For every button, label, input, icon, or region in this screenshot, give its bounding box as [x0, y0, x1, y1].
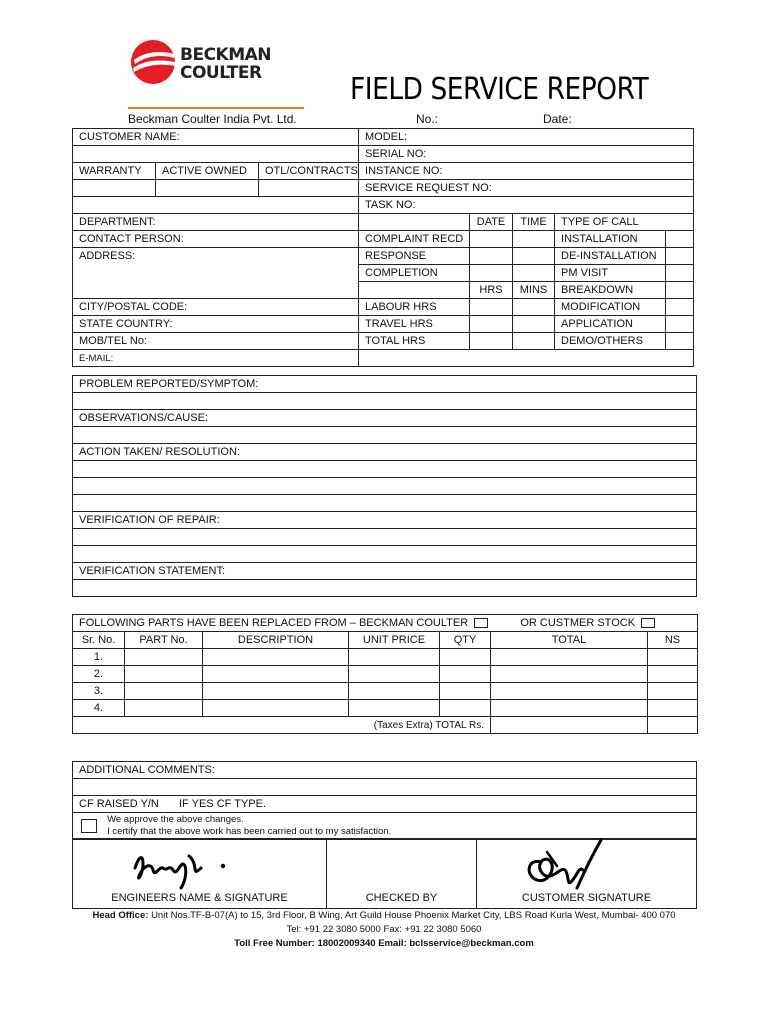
checked-by-box[interactable] [327, 840, 477, 908]
date-column-header: DATE [470, 214, 513, 231]
service-email[interactable]: bclsservice@beckman.com [409, 938, 534, 949]
column-header-unit-price: UNIT PRICE [349, 632, 440, 649]
part-no-cell[interactable] [125, 683, 203, 700]
qty-cell[interactable] [440, 700, 491, 717]
additional-comments-line[interactable] [73, 779, 697, 796]
cf-type-label: IF YES CF TYPE. [179, 798, 267, 810]
customer-stock-checkbox[interactable] [641, 618, 655, 628]
grand-total-ns-cell[interactable] [648, 717, 698, 734]
table-row [73, 666, 698, 683]
logo-wordmark [180, 46, 271, 82]
model-field[interactable]: MODEL: [359, 129, 694, 146]
table-row [73, 700, 698, 717]
instance-no-field[interactable]: INSTANCE NO: [359, 163, 694, 180]
verification-repair-line-2[interactable] [73, 546, 697, 563]
total-cell[interactable] [491, 683, 648, 700]
email-label: Email: [378, 938, 407, 949]
installation-checkbox[interactable] [666, 231, 694, 248]
row-serial: 3. [73, 683, 125, 700]
toll-free-line [0, 938, 768, 949]
brand-divider [128, 107, 304, 109]
travel-hrs-label: TRAVEL HRS [359, 316, 470, 333]
city-postal-field[interactable]: CITY/POSTAL CODE: [73, 299, 359, 316]
installation-label: INSTALLATION [555, 231, 666, 248]
customer-signature-mark [517, 836, 617, 894]
ns-cell[interactable] [648, 683, 698, 700]
head-office-text: Unit Nos.TF-B-07(A) to 15, 3rd Floor, B Wing, Art Guild House Phoenix Market City, LBS Road Kurla West, Mumbai- 400 070 [151, 910, 676, 921]
logo-emblem-icon [130, 38, 180, 88]
report-number-label: No.: [416, 112, 439, 126]
action-taken-line-3[interactable] [73, 495, 697, 512]
parts-heading: FOLLOWING PARTS HAVE BEEN REPLACED FROM – BECKMAN COULTER [79, 617, 469, 629]
column-header-ns: NS [648, 632, 698, 649]
verification-repair-line-1[interactable] [73, 529, 697, 546]
parts-table [72, 614, 698, 734]
pm-visit-checkbox[interactable] [666, 265, 694, 282]
blank-cell [359, 214, 470, 231]
signature-section [72, 839, 697, 909]
customer-signature-label: CUSTOMER SIGNATURE [521, 892, 652, 904]
grand-total-cell[interactable] [491, 717, 648, 734]
total-cell[interactable] [491, 666, 648, 683]
blank-row[interactable] [73, 197, 359, 214]
action-taken-label[interactable]: ACTION TAKEN/ RESOLUTION: [73, 444, 697, 461]
total-cell[interactable] [491, 700, 648, 717]
verification-repair-label[interactable]: VERIFICATION OF REPAIR: [73, 512, 697, 529]
ns-cell[interactable] [648, 666, 698, 683]
total-rs-label: (Taxes Extra) TOTAL Rs. [73, 717, 491, 734]
page-title: FIELD SERVICE REPORT [350, 72, 649, 107]
state-country-field[interactable]: STATE COUNTRY: [73, 316, 359, 333]
phone-fax: Tel: +91 22 3080 5000 Fax: +91 22 3080 5060 [286, 924, 482, 935]
response-label: RESPONSE [359, 248, 470, 265]
complaint-recd-time[interactable] [513, 231, 555, 248]
approval-checkbox[interactable] [81, 819, 97, 833]
problem-reported-line[interactable] [73, 393, 697, 410]
demo-others-label: DEMO/OTHERS [555, 333, 666, 350]
table-row [73, 683, 698, 700]
warranty-option[interactable]: WARRANTY [73, 163, 156, 180]
modification-checkbox[interactable] [666, 299, 694, 316]
breakdown-label: BREAKDOWN [555, 282, 666, 299]
complaint-recd-label: COMPLAINT RECD [359, 231, 470, 248]
company-name: Beckman Coulter India Pvt. Ltd. [128, 112, 297, 126]
complaint-recd-date[interactable] [470, 231, 513, 248]
response-time[interactable] [513, 248, 555, 265]
beckman-coulter-checkbox[interactable] [474, 618, 488, 628]
labour-hrs-label: LABOUR HRS [359, 299, 470, 316]
application-checkbox[interactable] [666, 316, 694, 333]
observations-line[interactable] [73, 427, 697, 444]
type-of-call-header: TYPE OF CALL [555, 214, 694, 231]
response-date[interactable] [470, 248, 513, 265]
otl-contracts-value[interactable] [259, 180, 359, 197]
toll-free-label: Toll Free Number: [234, 938, 315, 949]
part-no-cell[interactable] [125, 700, 203, 717]
ns-cell[interactable] [648, 649, 698, 666]
problem-reported-label[interactable]: PROBLEM REPORTED/SYMPTOM: [73, 376, 697, 393]
service-request-no-field[interactable]: SERVICE REQUEST NO: [359, 180, 694, 197]
qty-cell[interactable] [440, 683, 491, 700]
customer-name-field[interactable]: CUSTOMER NAME: [73, 129, 359, 146]
checked-by-label: CHECKED BY [365, 892, 438, 904]
logo-line-1: BECKMAN [180, 45, 272, 65]
row-serial: 2. [73, 666, 125, 683]
description-cell[interactable] [203, 666, 349, 683]
total-hrs-value[interactable] [470, 333, 513, 350]
column-header-description: DESCRIPTION [203, 632, 349, 649]
description-cell[interactable] [203, 683, 349, 700]
email-field[interactable]: E-MAIL: [73, 350, 359, 367]
certify-work-text: I certify that the above work has been carried out to my satisfaction. [107, 825, 392, 837]
total-cell[interactable] [491, 649, 648, 666]
department-field[interactable]: DEPARTMENT: [73, 214, 359, 231]
unit-price-cell[interactable] [349, 649, 440, 666]
unit-price-cell[interactable] [349, 666, 440, 683]
travel-hrs-value[interactable] [470, 316, 513, 333]
part-no-cell[interactable] [125, 649, 203, 666]
column-header-part-no: PART No. [125, 632, 203, 649]
qty-cell[interactable] [440, 649, 491, 666]
head-office-label: Head Office: [92, 910, 149, 921]
completion-label: COMPLETION [359, 265, 470, 282]
engineer-signature-box[interactable] [73, 840, 327, 908]
head-office-address [0, 910, 768, 921]
completion-date[interactable] [470, 265, 513, 282]
total-hrs-label: TOTAL HRS [359, 333, 470, 350]
breakdown-checkbox[interactable] [666, 282, 694, 299]
application-label: APPLICATION [555, 316, 666, 333]
logo-line-2: COULTER [180, 63, 262, 83]
row-serial: 1. [73, 649, 125, 666]
demo-others-checkbox[interactable] [666, 333, 694, 350]
description-cell[interactable] [203, 700, 349, 717]
completion-time[interactable] [513, 265, 555, 282]
time-column-header: TIME [513, 214, 555, 231]
de-installation-checkbox[interactable] [666, 248, 694, 265]
observations-label[interactable]: OBSERVATIONS/CAUSE: [73, 410, 697, 427]
travel-mins-value[interactable] [513, 316, 555, 333]
unit-price-cell[interactable] [349, 683, 440, 700]
action-taken-line-2[interactable] [73, 478, 697, 495]
column-header-total: TOTAL [491, 632, 648, 649]
qty-cell[interactable] [440, 666, 491, 683]
address-field[interactable]: ADDRESS: [73, 248, 359, 299]
customer-name-field-2[interactable] [73, 146, 359, 163]
additional-comments-label[interactable]: ADDITIONAL COMMENTS: [73, 762, 697, 779]
ns-cell[interactable] [648, 700, 698, 717]
task-no-field[interactable]: TASK NO: [359, 197, 694, 214]
serial-no-field[interactable]: SERIAL NO: [359, 146, 694, 163]
toll-free-number: 18002009340 [317, 938, 376, 949]
email-blank [359, 350, 694, 367]
customer-signature-box[interactable] [477, 840, 696, 908]
column-header-qty: QTY [440, 632, 491, 649]
active-owned-value[interactable] [156, 180, 259, 197]
problem-details-table [72, 375, 697, 597]
description-cell[interactable] [203, 649, 349, 666]
contact-person-field[interactable]: CONTACT PERSON: [73, 231, 359, 248]
warranty-value[interactable] [73, 180, 156, 197]
mins-column-header: MINS [513, 282, 555, 299]
verification-statement-line[interactable] [73, 580, 697, 597]
approve-changes-text: We approve the above changes. [107, 813, 244, 825]
row-serial: 4. [73, 700, 125, 717]
mob-tel-field[interactable]: MOB/TEL No: [73, 333, 359, 350]
customer-info-table [72, 128, 694, 367]
hrs-column-header: HRS [470, 282, 513, 299]
blank-cell [359, 282, 470, 299]
pm-visit-label: PM VISIT [555, 265, 666, 282]
report-date-label: Date: [543, 112, 572, 126]
modification-label: MODIFICATION [555, 299, 666, 316]
cf-raised-label: CF RAISED Y/N [79, 798, 159, 810]
de-installation-label: DE-INSTALLATION [555, 248, 666, 265]
customer-stock-label: OR CUSTMER STOCK [520, 617, 636, 629]
labour-mins-value[interactable] [513, 299, 555, 316]
engineer-signature-label: ENGINEERS NAME & SIGNATURE [111, 892, 288, 904]
action-taken-line-1[interactable] [73, 461, 697, 478]
unit-price-cell[interactable] [349, 700, 440, 717]
engineer-signature-mark [129, 848, 239, 890]
comments-table [72, 761, 697, 839]
column-header-sr-no: Sr. No. [73, 632, 125, 649]
verification-statement-label[interactable]: VERIFICATION STATEMENT: [73, 563, 697, 580]
labour-hrs-value[interactable] [470, 299, 513, 316]
table-row [73, 649, 698, 666]
part-no-cell[interactable] [125, 666, 203, 683]
total-mins-value[interactable] [513, 333, 555, 350]
otl-contracts-option[interactable]: OTL/CONTRACTS [259, 163, 359, 180]
active-owned-option[interactable]: ACTIVE OWNED [156, 163, 259, 180]
